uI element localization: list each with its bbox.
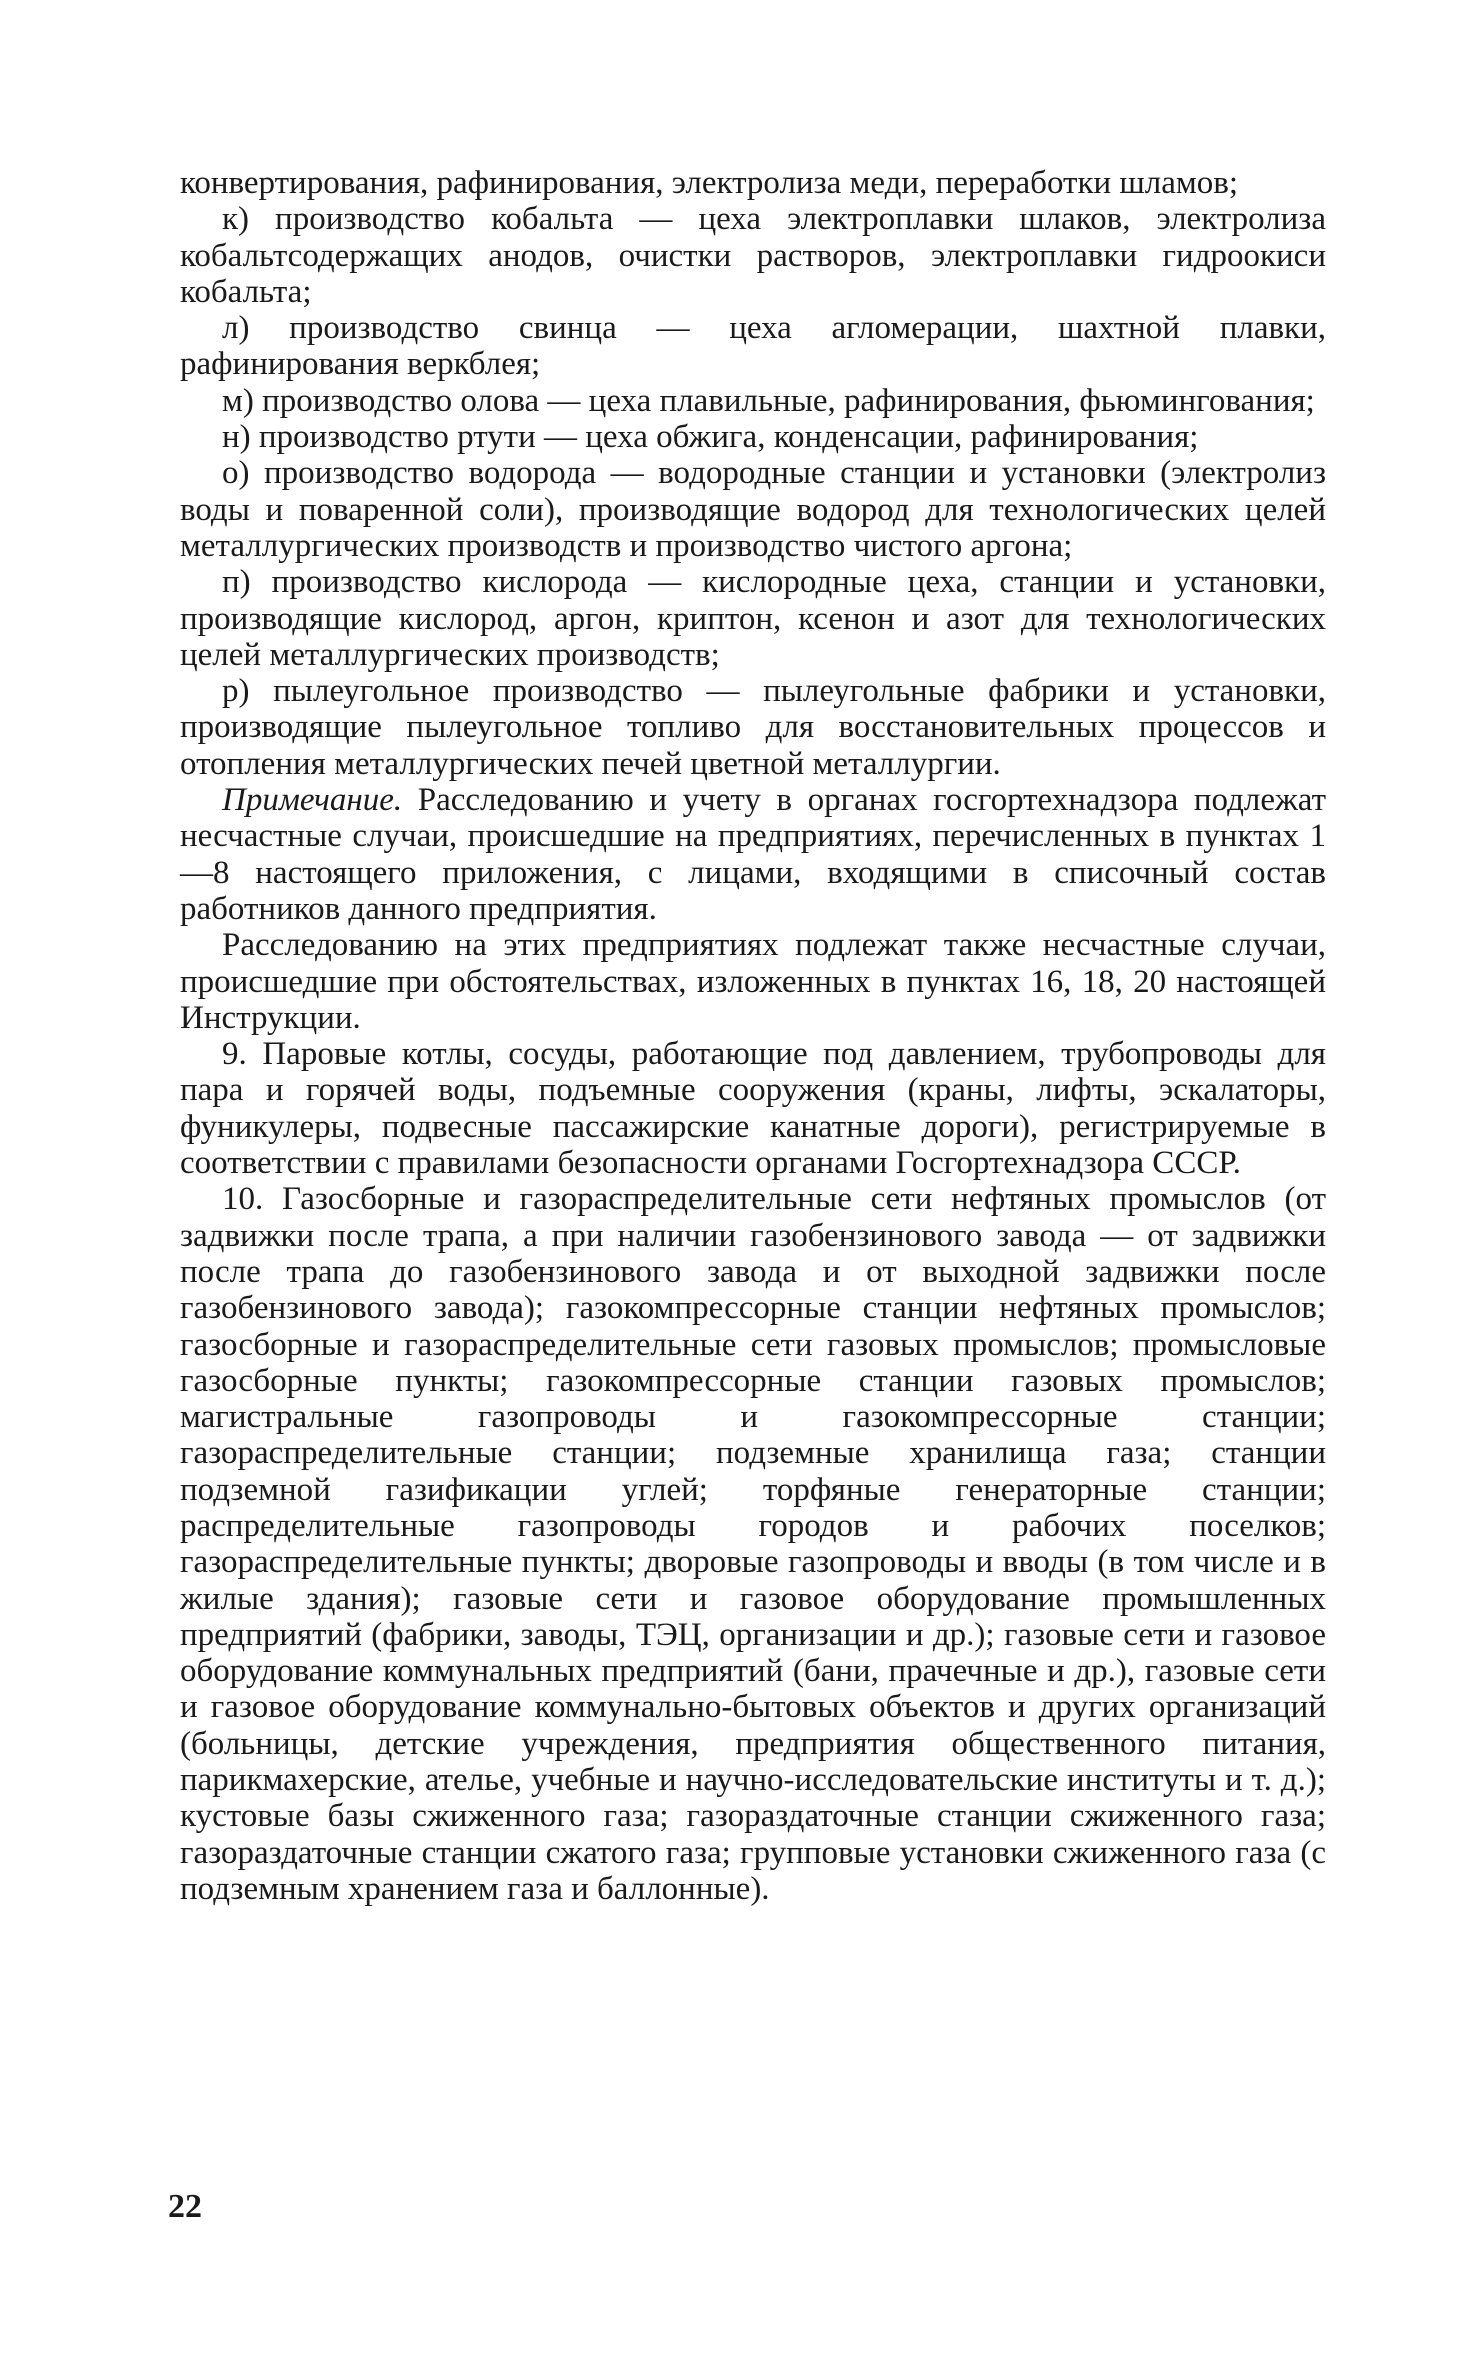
item-9: 9. Паровые котлы, сосуды, работающие под давлением, трубопроводы для пара и горячей воды, подъемные сооружения (краны, лифты, эскалаторы, фуникулеры, подвесные пассажирские канатные дороги), регистрируемые в соответствии с правилами безопасности органами Госгортехнадзора СССР. [180, 1036, 1326, 1182]
paragraph-continuation: конвертирования, рафинирования, электролиза меди, переработки шламов; [180, 165, 1239, 201]
note-text: Расследованию и учету в органах госгортехнадзора подлежат несчастные случаи, происшедшие на предприятиях, перечисленных в пунктах 1—8 настоящего приложения, с лицами, входящими в списочный состав работников данного предприятия. [180, 782, 1326, 927]
list-item-o: о) производство водорода — водородные станции и установки (электролиз воды и поваренной соли), производящие водород для технологических целей металлургических производств и производство чистого аргона; [180, 455, 1326, 564]
page-number: 22 [168, 2188, 202, 2225]
list-item-n: н) производство ртути — цеха обжига, конденсации, рафинирования; [222, 419, 1199, 456]
note-paragraph [180, 782, 1326, 927]
note-label: Примечание. [222, 782, 403, 819]
list-item-p: п) производство кислорода — кислородные цеха, станции и установки, производящие кислород, аргон, криптон, ксенон и азот для технологических целей металлургических производств; [180, 564, 1326, 673]
list-item-m: м) производство олова — цеха плавильные, рафинирования, фьюмингования; [222, 382, 1315, 419]
list-item-k: к) производство кобальта — цеха электроплавки шлаков, электролиза кобальтсодержащих анодов, очистки растворов, электроплавки гидроокиси кобальта; [180, 201, 1326, 310]
item-10: 10. Газосборные и газораспределительные сети нефтяных промыслов (от задвижки после трапа, а при наличии газобензинового завода — от задвижки после трапа до газобензинового завода и от выходной задвижки после газобензинового завода); газокомпрессорные станции нефтяных промыслов; газосборные и газораспределительные сети газовых промыслов; промысловые газосборные пункты; газокомпрессорные станции газовых промыслов; магистральные газопроводы и газокомпрессорные станции; газораспределительные станции; подземные хранилища газа; станции подземной газификации углей; торфяные генераторные станции; распределительные газопроводы городов и рабочих поселков; газораспределительные пункты; дворовые газопроводы и вводы (в том числе и в жилые здания); газовые сети и газовое оборудование промышленных предприятий (фабрики, заводы, ТЭЦ, организации и др.); газовые сети и газовое оборудование коммунальных предприятий (бани, прачечные и др.), газовые сети и газовое оборудование коммунально-бытовых объектов и других организаций (больницы, детские учреждения, предприятия общественного питания, парикмахерские, ателье, учебные и научно-исследовательские институты и т. д.); кустовые базы сжиженного газа; газораздаточные станции сжиженного газа; газораздаточные станции сжатого газа; групповые установки сжиженного газа (с подземным хранением газа и баллонные). [180, 1181, 1326, 1907]
note-continuation: Расследованию на этих предприятиях подлежат также несчастные случаи, происшедшие при обстоятельствах, изложенных в пунктах 16, 18, 20 настоящей Инструкции. [180, 927, 1326, 1036]
document-body [180, 165, 1326, 1907]
list-item-r: р) пылеугольное производство — пылеугольные фабрики и установки, производящие пылеугольное топливо для восстановительных процессов и отопления металлургических печей цветной металлургии. [180, 673, 1326, 782]
list-item-l: л) производство свинца — цеха агломерации, шахтной плавки, рафинирования веркблея; [180, 310, 1326, 383]
